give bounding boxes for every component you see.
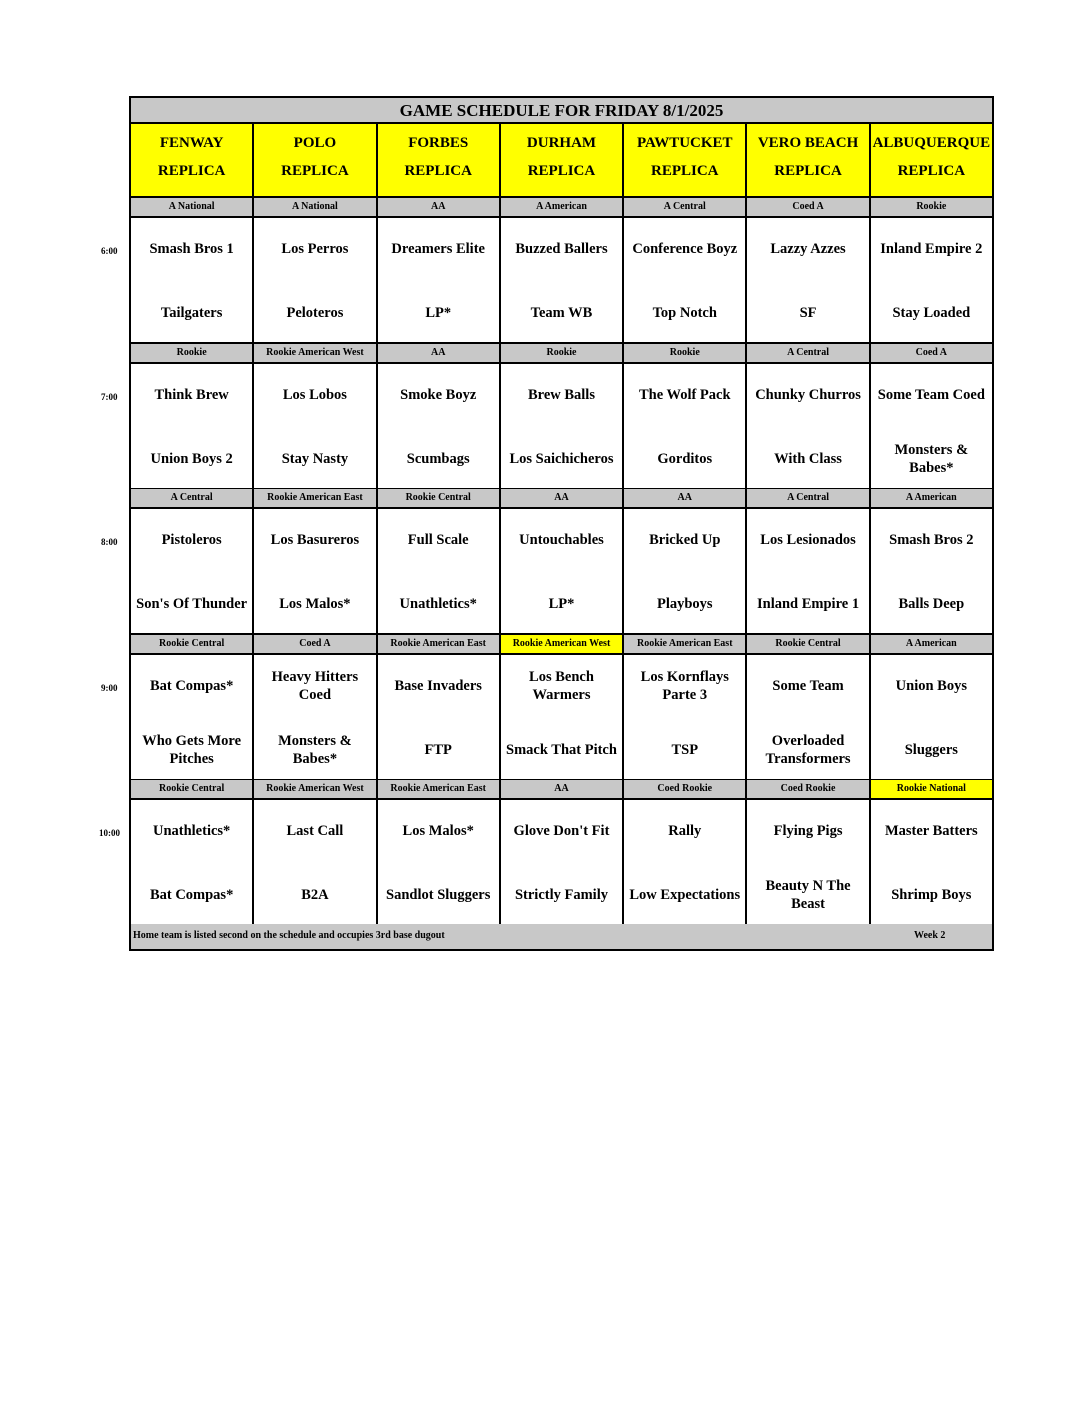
home-team: LP* [425,305,452,321]
games-row [131,800,992,926]
game-cell [624,509,747,633]
division-label: Coed Rookie [624,780,747,798]
division-label: Rookie Central [747,635,870,653]
home-team: Strictly Family [514,887,608,903]
home-team: Shrimp Boys [891,887,972,903]
field-type: REPLICA [404,163,472,179]
home-team: FTP [424,741,452,758]
time-label: 9:00 [101,682,118,693]
away-team: Flying Pigs [773,823,843,839]
away-team: Master Batters [884,823,978,839]
home-team: Monsters & Babes* [278,732,352,767]
game-cell [378,364,501,488]
game-cell [871,218,992,342]
away-team: Smoke Boyz [400,386,477,403]
time-label: 6:00 [101,246,118,256]
home-team: Sluggers [904,741,958,758]
away-team: Union Boys [895,677,967,694]
away-team: Los Basureros [270,532,360,548]
division-label: Coed Rookie [747,780,870,798]
field-type: REPLICA [651,163,719,179]
home-team: Scumbags [406,450,470,467]
away-team: Some Team [772,677,844,694]
home-team: Playboys [656,596,713,612]
home-team: Stay Nasty [281,450,349,467]
game-cell [871,364,992,488]
field-header [747,124,870,196]
field-name: PAWTUCKET [636,135,733,151]
division-label: A Central [747,489,870,507]
away-team: Rally [668,823,702,839]
game-cell [747,655,870,779]
division-label: Coed A [747,198,870,216]
game-cell [871,655,992,779]
field-type: REPLICA [774,163,842,179]
home-team: Low Expectations [629,887,741,903]
game-cell [131,218,254,342]
time-label: 7:00 [101,391,118,402]
game-cell [624,364,747,488]
field-name: FENWAY [159,135,224,151]
division-label: A Central [624,198,747,216]
division-label: Coed A [915,346,948,358]
division-label: Rookie American East [254,489,377,507]
away-team: Pistoleros [161,532,222,548]
away-team: Inland Empire 2 [880,241,983,257]
field-type: REPLICA [281,163,349,179]
field-header-row [131,124,992,198]
game-cell [624,218,747,342]
time-slot-block [131,344,992,490]
home-team: Union Boys 2 [150,450,233,467]
division-label: Rookie American East [378,635,501,653]
game-cell [501,509,624,633]
game-cell [501,218,624,342]
field-header [131,124,254,196]
home-team: Inland Empire 1 [757,596,860,612]
game-cell [747,364,870,488]
schedule-table [129,96,994,951]
time-slot-block [131,489,992,635]
time-label: 8:00 [101,537,118,547]
field-name: POLO [293,135,337,151]
division-label: Rookie [501,344,624,362]
game-cell [747,509,870,633]
game-cell [378,509,501,633]
time-label: 10:00 [99,828,120,838]
division-label: A National [254,198,377,216]
game-cell [624,655,747,779]
home-team: SF [799,305,817,321]
game-cell [131,655,254,779]
home-team: Overloaded Transformers [765,732,851,767]
home-team: Sandlot Sluggers [386,887,491,903]
home-team: Smack That Pitch [506,741,617,758]
away-team: Lazzy Azzes [770,241,846,257]
game-cell [131,364,254,488]
home-team: Monsters & Babes* [894,441,969,476]
field-type: REPLICA [897,163,966,179]
game-cell [254,509,377,633]
week-label: Week 2 [914,930,946,941]
away-team: Smash Bros 1 [149,241,234,257]
home-team: Beauty N The Beast [765,878,851,912]
away-team: Brew Balls [527,386,595,403]
home-team: With Class [774,450,842,467]
field-type: REPLICA [157,163,226,179]
games-row [131,655,992,781]
division-label: A American [501,198,624,216]
game-cell [254,364,377,488]
away-team: Bat Compas* [149,677,234,694]
away-team: Los Kornflays Parte 3 [640,668,729,703]
field-type: REPLICA [527,163,596,179]
away-team: Unathletics* [152,823,231,839]
home-team: Peloteros [286,305,344,321]
field-name: DURHAM [526,135,597,151]
field-name: ALBUQUERQUE [872,135,991,151]
division-label: A National [131,198,254,216]
time-slot-block [131,635,992,781]
home-team: Son's Of Thunder [136,596,248,612]
division-row [131,635,992,655]
away-team: Glove Don't Fit [513,823,610,839]
division-label: Rookie [624,344,747,362]
home-team: Los Saichicheros [509,450,614,467]
division-label: AA [501,489,624,507]
division-label: AA [501,780,624,798]
division-label: Rookie American West [501,635,624,653]
away-team: The Wolf Pack [638,386,731,403]
away-team: Some Team Coed [877,386,985,403]
division-label: AA [378,344,501,362]
division-label: A Central [747,344,870,362]
field-header [624,124,747,196]
home-team: Los Malos* [279,596,351,612]
away-team: Conference Boyz [632,241,738,257]
home-team: LP* [548,596,575,612]
away-team: Bricked Up [649,532,721,548]
away-team: Los Perros [281,241,349,257]
game-cell [501,800,624,924]
division-label: Rookie Central [131,635,254,653]
away-team: Los Malos* [402,823,474,839]
game-cell [131,509,254,633]
home-team: Top Notch [652,305,717,321]
home-team: Balls Deep [898,596,965,612]
away-team: Los Bench Warmers [529,668,594,703]
schedule-footer [131,924,992,949]
division-row [131,198,992,218]
division-label: Rookie American West [254,780,377,798]
away-team: Chunky Churros [755,386,861,403]
division-label: AA [624,489,747,507]
division-label: Rookie American East [624,635,747,653]
away-team: Los Lobos [282,386,347,403]
away-team: Buzzed Ballers [515,241,608,257]
games-row [131,364,992,490]
division-label: Rookie [131,344,254,362]
home-team: TSP [671,741,699,758]
home-team: B2A [301,887,329,903]
away-team: Base Invaders [394,677,482,694]
away-team: Last Call [286,823,344,839]
division-label: AA [378,198,501,216]
time-slot-block [131,780,992,926]
game-cell [254,655,377,779]
division-label: Rookie Central [131,780,254,798]
away-team: Smash Bros 2 [889,532,974,548]
division-label: A American [905,492,957,503]
away-team: Untouchables [519,532,604,548]
field-header [254,124,377,196]
division-label: Rookie National [871,780,992,798]
game-cell [747,800,870,924]
away-team: Think Brew [154,386,229,403]
home-team: Team WB [530,305,593,321]
home-team: Who Gets More Pitches [142,732,242,767]
game-cell [378,218,501,342]
game-cell [871,509,992,633]
game-cell [254,800,377,924]
game-cell [501,655,624,779]
division-row [131,780,992,800]
division-row [131,489,992,509]
division-label: A Central [131,489,254,507]
game-cell [378,655,501,779]
games-row [131,218,992,344]
away-team: Full Scale [407,532,469,548]
game-cell [131,800,254,924]
game-cell [501,364,624,488]
away-team: Dreamers Elite [391,241,485,257]
time-slot-block [131,198,992,344]
home-team: Gorditos [657,450,713,467]
game-cell [378,800,501,924]
division-label: Rookie American West [254,344,377,362]
field-name: VERO BEACH [757,135,859,151]
game-cell [254,218,377,342]
home-team: Tailgaters [160,305,223,321]
away-team: Los Lesionados [760,532,856,548]
division-label: Coed A [254,635,377,653]
game-cell [624,800,747,924]
division-label: Rookie [916,201,947,212]
field-header [871,124,992,196]
game-cell [747,218,870,342]
home-team: Unathletics* [399,596,477,612]
field-name: FORBES [408,135,469,151]
game-cell [871,800,992,924]
field-header [501,124,624,196]
home-team-note: Home team is listed second on the schedule and occupies 3rd base dugout [133,930,445,941]
division-label: A American [905,637,957,649]
home-team: Bat Compas* [149,887,234,903]
games-row [131,509,992,635]
schedule-title: GAME SCHEDULE FOR FRIDAY 8/1/2025 [131,98,992,124]
field-header [378,124,501,196]
home-team: Stay Loaded [892,305,971,321]
division-row [131,344,992,364]
division-label: Rookie American East [378,780,501,798]
away-team: Heavy Hitters Coed [271,668,359,703]
division-label: Rookie Central [378,489,501,507]
